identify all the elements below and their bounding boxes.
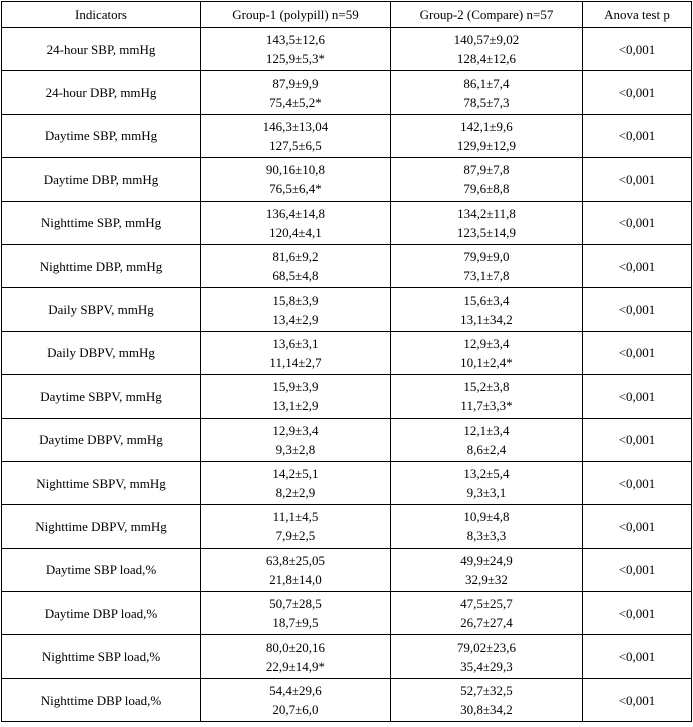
before-value: 49,9±24,9 xyxy=(460,552,513,568)
indicator-cell: Daily SBPV, mmHg xyxy=(2,288,201,331)
before-value: 63,8±25,05 xyxy=(265,552,326,568)
before-value: 15,2±3,8 xyxy=(463,379,510,395)
group-1-cell xyxy=(201,548,391,591)
p-value-cell: <0,001 xyxy=(583,71,692,114)
indicator-cell: Nighttime SBP, mmHg xyxy=(2,201,201,244)
after-value: 128,4±12,6 xyxy=(456,51,517,67)
p-value-cell: <0,001 xyxy=(583,592,692,635)
before-value: 142,1±9,6 xyxy=(460,118,513,134)
indicator-cell: Nighttime SBP load,% xyxy=(2,635,201,678)
after-value: 30,8±34,2 xyxy=(460,702,513,718)
group-2-cell xyxy=(391,71,583,114)
p-value-cell: <0,001 xyxy=(583,28,692,71)
group-2-cell xyxy=(391,418,583,461)
group-2-cell xyxy=(391,244,583,287)
after-value: 127,5±6,5 xyxy=(269,137,322,153)
group-2-cell xyxy=(391,505,583,548)
p-value-cell: <0,001 xyxy=(583,548,692,591)
before-value: 13,6±3,1 xyxy=(272,335,319,351)
p-value-cell: <0,001 xyxy=(583,158,692,201)
before-value: 14,2±5,1 xyxy=(272,466,319,482)
after-value: 129,9±12,9 xyxy=(456,137,517,153)
before-value: 90,16±10,8 xyxy=(265,162,326,178)
group-1-cell xyxy=(201,505,391,548)
group-1-cell xyxy=(201,71,391,114)
after-value: 20,7±6,0 xyxy=(272,702,319,718)
group-1-cell xyxy=(201,418,391,461)
group-2-cell xyxy=(391,114,583,157)
before-value: 134,2±11,8 xyxy=(457,205,516,221)
indicator-cell: 24-hour DBP, mmHg xyxy=(2,71,201,114)
header-row xyxy=(2,2,692,28)
p-value-cell: <0,001 xyxy=(583,244,692,287)
before-value: 143,5±12,6 xyxy=(265,32,326,48)
group-2-cell xyxy=(391,331,583,374)
table-row xyxy=(2,158,692,201)
table-row xyxy=(2,375,692,418)
before-value: 15,9±3,9 xyxy=(272,379,319,395)
header-indicators: Indicators xyxy=(2,2,201,28)
indicator-cell: Nighttime DBP load,% xyxy=(2,678,201,721)
p-value-cell: <0,001 xyxy=(583,461,692,504)
after-value: 9,3±2,8 xyxy=(275,441,316,457)
after-value: 8,3±3,3 xyxy=(466,528,507,544)
before-value: 87,9±7,8 xyxy=(463,162,510,178)
table-row xyxy=(2,201,692,244)
after-value: 22,9±14,9* xyxy=(265,658,326,674)
table-row xyxy=(2,461,692,504)
table-row xyxy=(2,288,692,331)
group-2-cell xyxy=(391,635,583,678)
after-value: 18,7±9,5 xyxy=(272,615,319,631)
table-body xyxy=(2,28,692,722)
group-1-cell xyxy=(201,375,391,418)
after-value: 120,4±4,1 xyxy=(269,224,322,240)
p-value-cell: <0,001 xyxy=(583,288,692,331)
results-table xyxy=(1,1,692,722)
after-value: 8,2±2,9 xyxy=(275,485,316,501)
after-value: 68,5±4,8 xyxy=(272,268,319,284)
table-row xyxy=(2,678,692,721)
before-value: 13,2±5,4 xyxy=(463,466,510,482)
before-value: 12,9±3,4 xyxy=(272,422,319,438)
group-1-cell xyxy=(201,592,391,635)
after-value: 78,5±7,3 xyxy=(463,94,510,110)
indicator-cell: Nighttime DBPV, mmHg xyxy=(2,505,201,548)
before-value: 12,1±3,4 xyxy=(463,422,510,438)
group-1-cell xyxy=(201,244,391,287)
indicator-cell: Daytime DBP, mmHg xyxy=(2,158,201,201)
before-value: 80,0±20,16 xyxy=(265,639,326,655)
before-value: 86,1±7,4 xyxy=(463,75,510,91)
after-value: 9,3±3,1 xyxy=(466,485,507,501)
before-value: 146,3±13,04 xyxy=(262,118,329,134)
p-value-cell: <0,001 xyxy=(583,114,692,157)
after-value: 21,8±14,0 xyxy=(269,571,322,587)
group-2-cell xyxy=(391,678,583,721)
after-value: 76,5±6,4* xyxy=(269,181,322,197)
table-row xyxy=(2,244,692,287)
indicator-cell: Daily DBPV, mmHg xyxy=(2,331,201,374)
after-value: 35,4±29,3 xyxy=(460,658,513,674)
after-value: 123,5±14,9 xyxy=(456,224,517,240)
before-value: 15,8±3,9 xyxy=(272,292,319,308)
before-value: 50,7±28,5 xyxy=(269,596,322,612)
header-group-2: Group-2 (Compare) n=57 xyxy=(391,2,583,28)
group-1-cell xyxy=(201,331,391,374)
indicator-cell: Daytime DBP load,% xyxy=(2,592,201,635)
before-value: 81,6±9,2 xyxy=(272,249,319,265)
indicator-cell: Daytime SBP, mmHg xyxy=(2,114,201,157)
before-value: 10,9±4,8 xyxy=(463,509,510,525)
table-header xyxy=(2,2,692,28)
p-value-cell: <0,001 xyxy=(583,505,692,548)
table-row xyxy=(2,505,692,548)
table-row xyxy=(2,331,692,374)
group-2-cell xyxy=(391,375,583,418)
group-2-cell xyxy=(391,592,583,635)
indicator-cell: 24-hour SBP, mmHg xyxy=(2,28,201,71)
table-row xyxy=(2,548,692,591)
before-value: 47,5±25,7 xyxy=(460,596,513,612)
table-row xyxy=(2,114,692,157)
p-value-cell: <0,001 xyxy=(583,331,692,374)
after-value: 13,1±34,2 xyxy=(460,311,513,327)
group-1-cell xyxy=(201,461,391,504)
p-value-cell: <0,001 xyxy=(583,678,692,721)
after-value: 8,6±2,4 xyxy=(466,441,507,457)
table-row xyxy=(2,28,692,71)
after-value: 10,1±2,4* xyxy=(460,354,513,370)
before-value: 79,9±9,0 xyxy=(463,249,510,265)
after-value: 26,7±27,4 xyxy=(460,615,513,631)
after-value: 32,9±32 xyxy=(465,571,508,587)
table-row xyxy=(2,71,692,114)
before-value: 54,4±29,6 xyxy=(269,683,322,699)
group-1-cell xyxy=(201,635,391,678)
group-2-cell xyxy=(391,158,583,201)
header-anova-p: Anova test p xyxy=(583,2,692,28)
table-row xyxy=(2,592,692,635)
indicator-cell: Daytime SBP load,% xyxy=(2,548,201,591)
group-2-cell xyxy=(391,461,583,504)
before-value: 87,9±9,9 xyxy=(272,75,319,91)
indicator-cell: Daytime SBPV, mmHg xyxy=(2,375,201,418)
group-1-cell xyxy=(201,288,391,331)
group-2-cell xyxy=(391,288,583,331)
group-2-cell xyxy=(391,28,583,71)
after-value: 13,1±2,9 xyxy=(272,398,319,414)
table-row xyxy=(2,418,692,461)
header-group-1: Group-1 (polypill) n=59 xyxy=(201,2,391,28)
group-1-cell xyxy=(201,201,391,244)
indicator-cell: Nighttime DBP, mmHg xyxy=(2,244,201,287)
p-value-cell: <0,001 xyxy=(583,635,692,678)
p-value-cell: <0,001 xyxy=(583,375,692,418)
after-value: 79,6±8,8 xyxy=(463,181,510,197)
before-value: 15,6±3,4 xyxy=(463,292,510,308)
before-value: 136,4±14,8 xyxy=(265,205,326,221)
p-value-cell: <0,001 xyxy=(583,201,692,244)
after-value: 73,1±7,8 xyxy=(463,268,510,284)
indicator-cell: Nighttime SBPV, mmHg xyxy=(2,461,201,504)
indicator-cell: Daytime DBPV, mmHg xyxy=(2,418,201,461)
before-value: 11,1±4,5 xyxy=(272,509,319,525)
before-value: 140,57±9,02 xyxy=(453,32,520,48)
after-value: 7,9±2,5 xyxy=(275,528,316,544)
group-2-cell xyxy=(391,548,583,591)
after-value: 125,9±5,3* xyxy=(265,51,326,67)
table-row xyxy=(2,635,692,678)
after-value: 11,7±3,3* xyxy=(460,398,513,414)
group-1-cell xyxy=(201,158,391,201)
before-value: 79,02±23,6 xyxy=(456,639,517,655)
after-value: 11,14±2,7 xyxy=(269,354,322,370)
after-value: 13,4±2,9 xyxy=(272,311,319,327)
before-value: 12,9±3,4 xyxy=(463,335,510,351)
after-value: 75,4±5,2* xyxy=(269,94,322,110)
group-1-cell xyxy=(201,114,391,157)
group-1-cell xyxy=(201,678,391,721)
group-1-cell xyxy=(201,28,391,71)
p-value-cell: <0,001 xyxy=(583,418,692,461)
group-2-cell xyxy=(391,201,583,244)
before-value: 52,7±32,5 xyxy=(460,683,513,699)
